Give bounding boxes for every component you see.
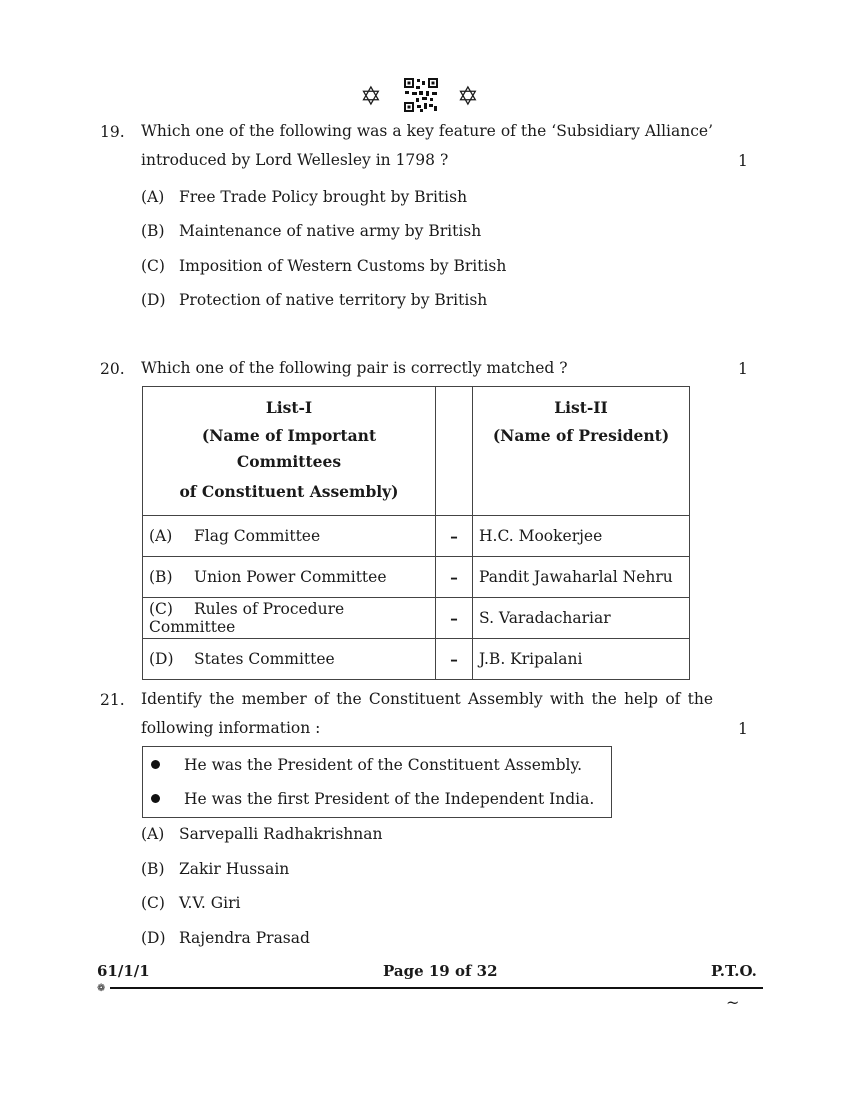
list-2-header	[473, 387, 690, 516]
dash-cell: –	[436, 557, 473, 598]
star-of-david-icon: ✡	[360, 82, 382, 112]
question-number: 19.	[100, 123, 125, 141]
option-text: Protection of native territory by British	[179, 291, 488, 309]
option-text: V.V. Giri	[179, 894, 241, 912]
table-row	[143, 598, 690, 639]
gear-icon: ❁	[97, 983, 106, 994]
question-number: 20.	[100, 360, 125, 378]
president-cell: S. Varadachariar	[473, 598, 690, 639]
option-b	[141, 222, 481, 240]
president-cell: J.B. Kripalani	[473, 639, 690, 680]
option-label: (B)	[141, 222, 165, 240]
header-mark	[360, 78, 490, 118]
option-text: Imposition of Western Customs by British	[179, 257, 507, 275]
dash-cell: –	[436, 598, 473, 639]
question-text-line: Which one of the following was a key feature of the ‘Subsidiary Alliance’	[141, 122, 713, 140]
list-2-subtitle: (Name of President)	[492, 426, 670, 445]
bullet-text: He was the first President of the Independent India.	[184, 790, 595, 808]
list-1-subtitle: of Constituent Assembly)	[179, 482, 399, 501]
table-row	[143, 557, 690, 598]
option-text: Free Trade Policy brought by British	[179, 188, 468, 206]
question-text-line: Identify the member of the Constituent Assembly with the help of the	[141, 690, 713, 708]
president-cell: H.C. Mookerjee	[473, 516, 690, 557]
option-text: Zakir Hussain	[179, 860, 290, 878]
tilde-mark: ~	[726, 993, 740, 1012]
bullet-icon	[151, 760, 160, 769]
option-text: Sarvepalli Radhakrishnan	[179, 825, 383, 843]
bullet-item	[151, 756, 582, 774]
committee-cell	[143, 516, 436, 557]
pto-label: P.T.O.	[711, 962, 757, 980]
question-text-line: following information :	[141, 719, 321, 737]
star-of-david-icon: ✡	[457, 82, 479, 112]
matching-table	[142, 386, 690, 680]
marks: 1	[738, 720, 748, 738]
option-b	[141, 860, 289, 878]
option-text: Maintenance of native army by British	[179, 222, 482, 240]
committee-cell	[143, 639, 436, 680]
bullet-icon	[151, 794, 160, 803]
bullet-item	[151, 790, 594, 808]
qr-code-icon	[404, 78, 438, 112]
option-label: (C)	[141, 894, 165, 912]
committee-name: Flag Committee	[194, 527, 321, 545]
question-text-line: Which one of the following pair is correctly matched ?	[141, 359, 568, 377]
page-number: Page 19 of 32	[383, 962, 498, 980]
option-label: (B)	[141, 860, 165, 878]
table-row	[143, 516, 690, 557]
table-header-row	[143, 387, 690, 516]
separator-header	[436, 387, 473, 516]
option-label: (A)	[141, 825, 165, 843]
option-d	[141, 291, 487, 309]
info-box	[142, 746, 612, 818]
table-row	[143, 639, 690, 680]
row-label: (C)	[149, 600, 173, 618]
question-number: 21.	[100, 691, 125, 709]
marks: 1	[738, 360, 748, 378]
list-1-header	[143, 387, 436, 516]
option-a	[141, 188, 467, 206]
dash-cell: –	[436, 639, 473, 680]
option-a	[141, 825, 382, 843]
committee-name: States Committee	[194, 650, 335, 668]
footer-rule	[110, 987, 763, 989]
row-label: (D)	[149, 650, 174, 668]
committee-cell	[143, 598, 436, 639]
dash-cell: –	[436, 516, 473, 557]
paper-code: 61/1/1	[97, 962, 150, 980]
question-text-line: introduced by Lord Wellesley in 1798 ?	[141, 151, 449, 169]
option-label: (D)	[141, 291, 166, 309]
option-d	[141, 929, 310, 947]
row-label: (A)	[149, 527, 173, 545]
option-label: (D)	[141, 929, 166, 947]
marks: 1	[738, 152, 748, 170]
list-2-title: List-II	[554, 398, 608, 417]
option-label: (A)	[141, 188, 165, 206]
committee-name: Union Power Committee	[194, 568, 387, 586]
bullet-text: He was the President of the Constituent Assembly.	[184, 756, 583, 774]
committee-cell	[143, 557, 436, 598]
option-c	[141, 257, 506, 275]
option-text: Rajendra Prasad	[179, 929, 310, 947]
row-label: (B)	[149, 568, 173, 586]
option-c	[141, 894, 240, 912]
committee-name: Rules of Procedure Committee	[149, 600, 345, 636]
list-1-title: List-I	[265, 398, 313, 417]
option-label: (C)	[141, 257, 165, 275]
list-1-subtitle: (Name of Important Committees	[201, 426, 377, 471]
president-cell: Pandit Jawaharlal Nehru	[473, 557, 690, 598]
